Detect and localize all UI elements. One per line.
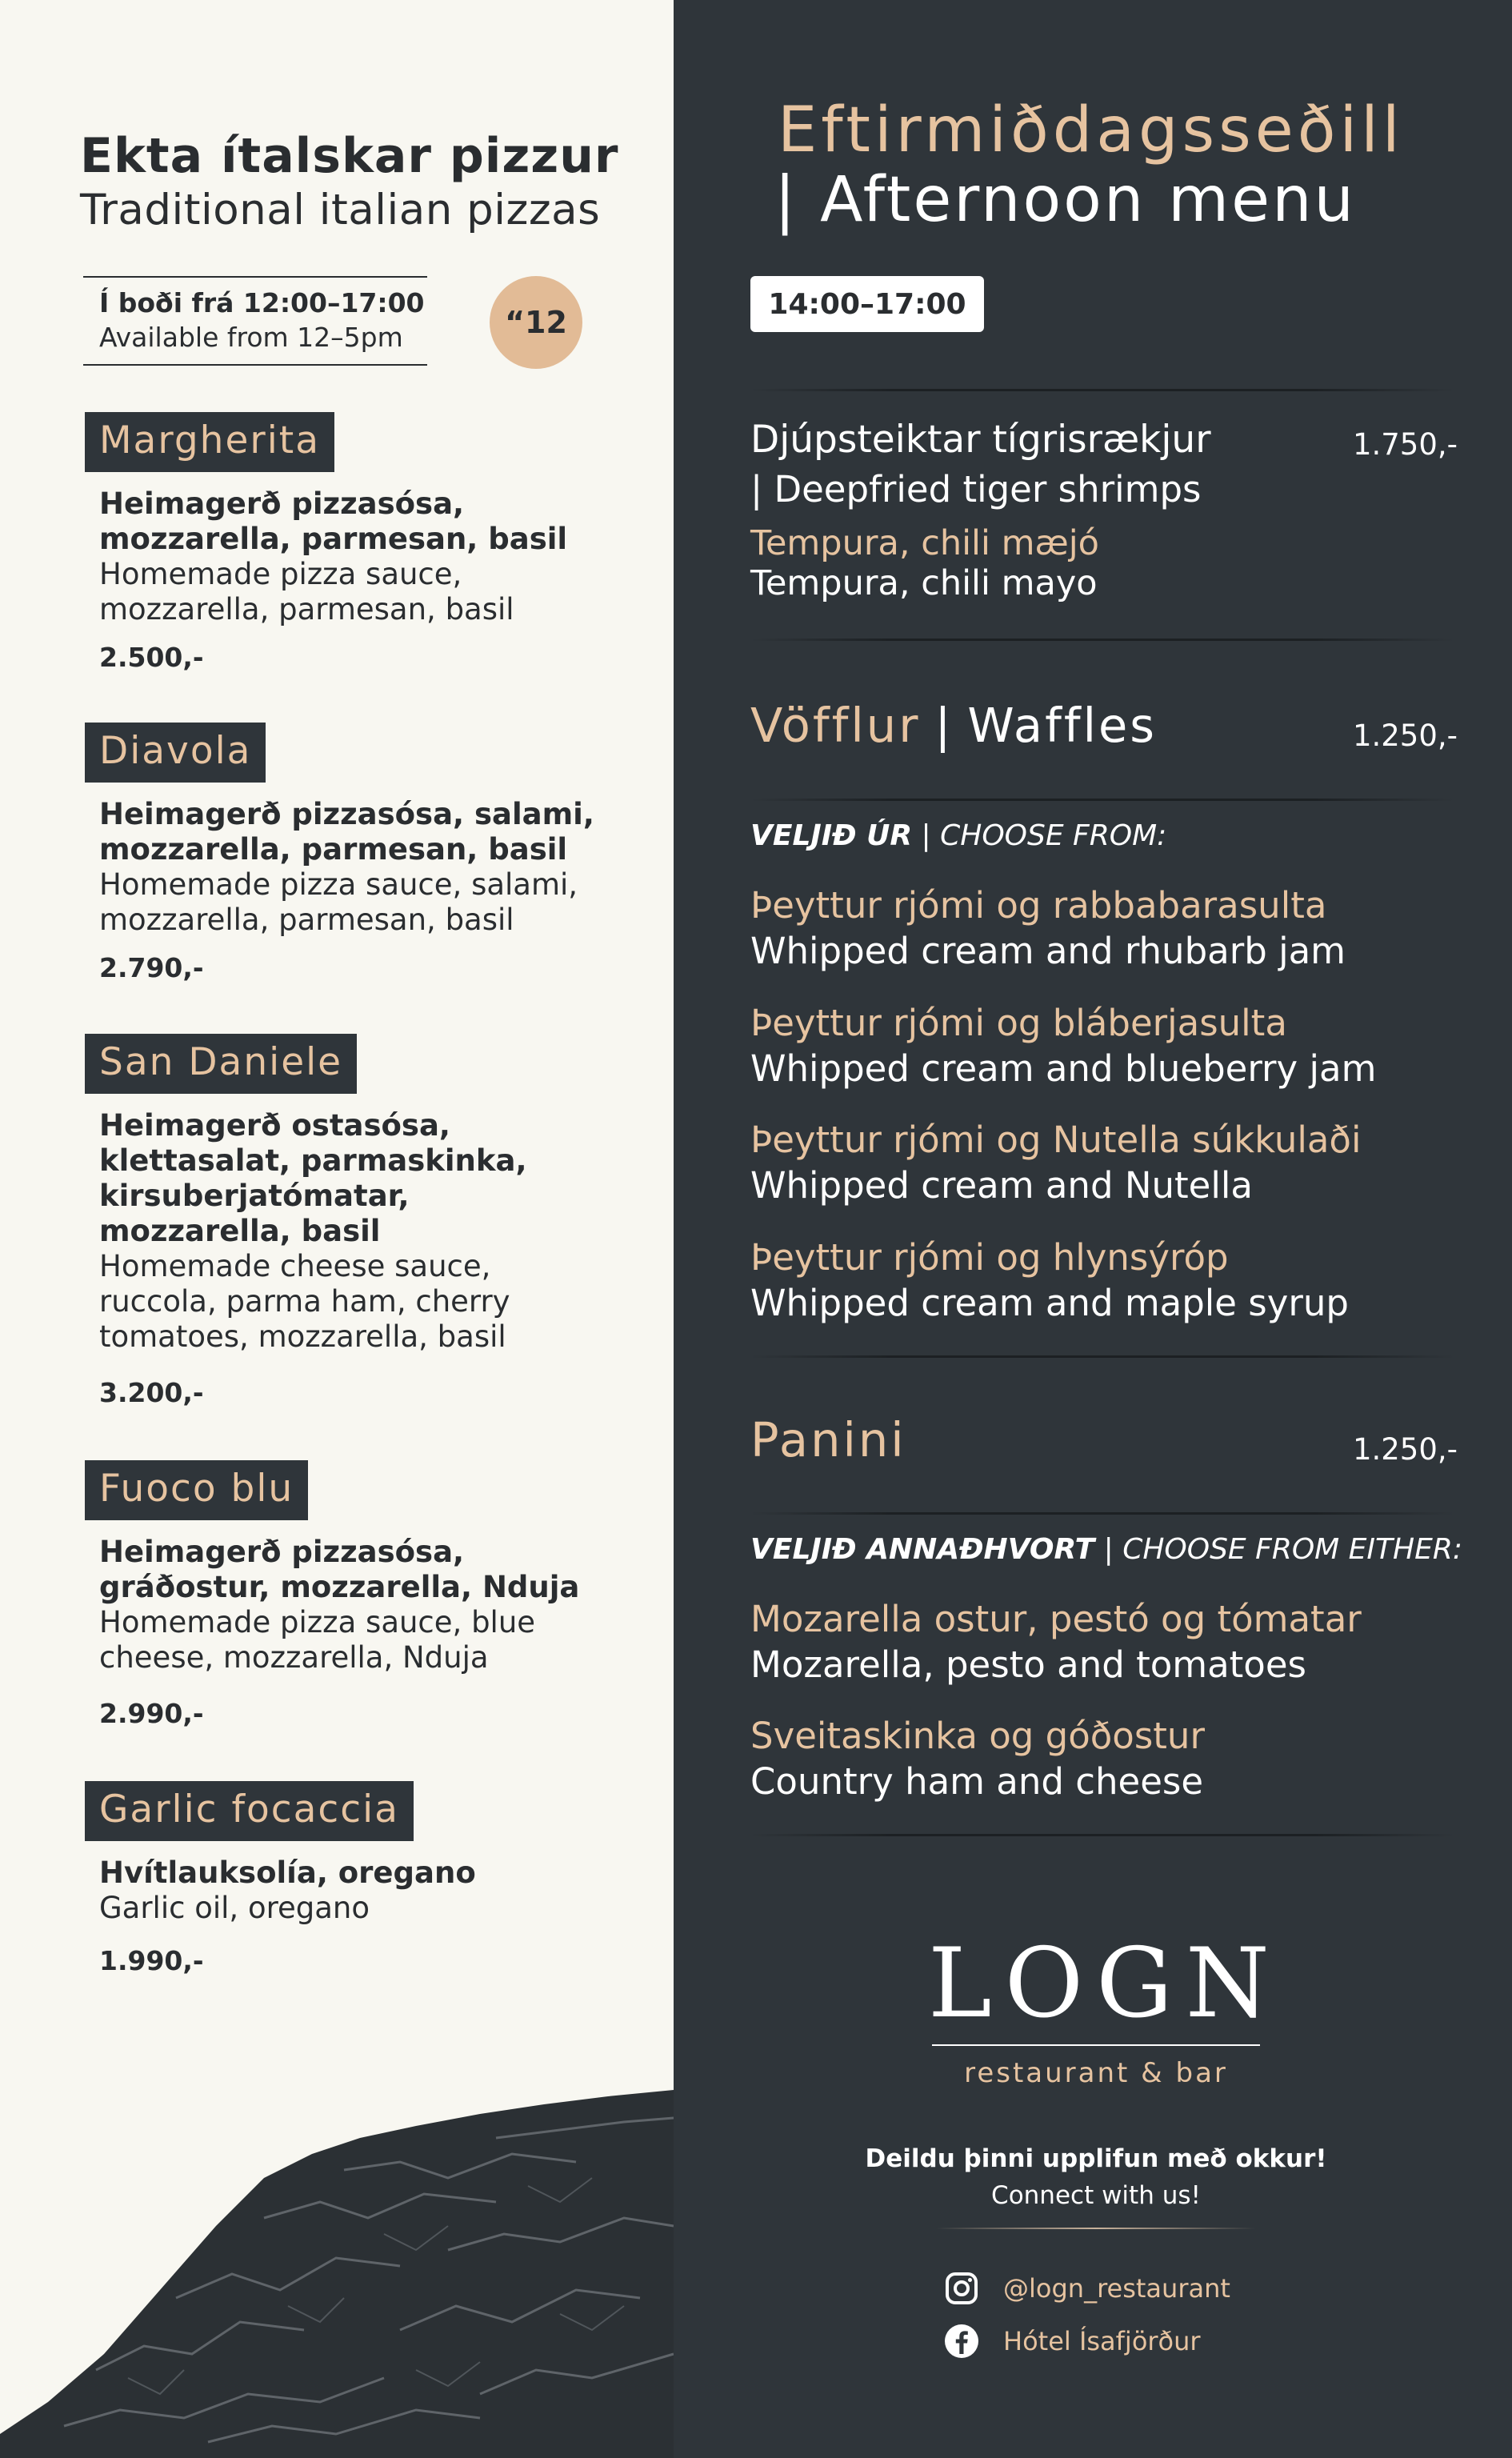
panini-option-en: Country ham and cheese — [750, 1760, 1204, 1803]
pizza-price: 2.990,- — [99, 1698, 204, 1729]
mountain-illustration — [0, 2090, 674, 2458]
facebook-link[interactable] — [942, 2322, 1342, 2360]
waffle-option-en: Whipped cream and Nutella — [750, 1164, 1253, 1207]
waffles-heading — [750, 698, 1157, 753]
shrimp-desc-en: Tempura, chili mayo — [750, 563, 1098, 603]
waffles-heading-sep: | — [934, 698, 954, 753]
waffle-option-is: Þeyttur rjómi og hlynsýróp — [750, 1236, 1229, 1279]
panini-choose-is: VELJIÐ ANNAÐHVORT — [750, 1533, 1095, 1566]
pizza-item-fuoco-blu — [85, 1460, 645, 1729]
waffle-option-is: Þeyttur rjómi og rabbabarasulta — [750, 884, 1327, 927]
waffle-option-en: Whipped cream and maple syrup — [750, 1282, 1349, 1324]
pizza-desc-en: Homemade pizza sauce, blue cheese, mozzarella, Nduja — [99, 1605, 536, 1675]
divider — [750, 799, 1454, 801]
waffle-option-en: Whipped cream and rhubarb jam — [750, 930, 1346, 972]
panini-option — [750, 1598, 1470, 1686]
pizza-desc-en: Garlic oil, oregano — [99, 1891, 370, 1925]
pizza-desc-is: Heimagerð pizzasósa, gráðostur, mozzarella, Nduja — [99, 1535, 580, 1604]
panini-price: 1.250,- — [1352, 1432, 1458, 1467]
pizza-panel — [0, 0, 674, 2458]
panini-choose — [750, 1533, 1462, 1566]
shrimp-name-en: | Deepfried tiger shrimps — [750, 468, 1202, 510]
connect-en: Connect with us! — [991, 2181, 1201, 2210]
divider — [750, 639, 1454, 641]
logo-underline — [932, 2044, 1260, 2046]
shrimp-item — [750, 418, 1454, 603]
waffle-option — [750, 1119, 1470, 1207]
waffle-option-is: Þeyttur rjómi og Nutella súkkulaði — [750, 1119, 1362, 1161]
pizza-item-diavola — [85, 723, 645, 983]
afternoon-title: Eftirmiðdagsseðill — [778, 94, 1404, 166]
time-badge: 14:00–17:00 — [750, 276, 984, 332]
panini-choose-en: | CHOOSE FROM EITHER: — [1094, 1533, 1462, 1566]
pizza-subtitle: Traditional italian pizzas — [80, 186, 601, 234]
pizza-desc-en: Homemade cheese sauce, ruccola, parma ham, cherry tomatoes, mozzarella, basil — [99, 1249, 510, 1354]
pizza-price: 3.200,- — [99, 1377, 204, 1408]
waffle-option-is: Þeyttur rjómi og bláberjasulta — [750, 1002, 1287, 1044]
logo-word: LOGN — [928, 1928, 1282, 2040]
facebook-icon — [942, 2322, 981, 2360]
instagram-link[interactable] — [942, 2269, 1342, 2308]
pizza-desc-is: Heimagerð pizzasósa, mozzarella, parmesan, basil — [99, 486, 568, 556]
pizza-name: Diavola — [85, 723, 266, 783]
divider — [750, 1355, 1454, 1358]
waffles-choose — [750, 819, 1166, 852]
shrimp-desc-is: Tempura, chili mæjó — [750, 523, 1099, 563]
divider — [750, 389, 1454, 391]
shrimp-name-is: Djúpsteiktar tígrisrækjur — [750, 418, 1211, 462]
waffles-choose-is: VELJIÐ ÚR — [750, 819, 913, 852]
waffles-heading-is: Vöfflur — [750, 698, 921, 753]
logn-logo — [928, 1928, 1282, 2089]
connect-block — [832, 2144, 1360, 2229]
waffles-heading-en: Waffles — [967, 698, 1158, 753]
year-badge: “12 — [490, 276, 582, 369]
pizza-desc-is: Hvítlauksolía, oregano — [99, 1856, 476, 1890]
instagram-icon — [942, 2269, 981, 2308]
pizza-item-garlic-focaccia — [85, 1781, 645, 1976]
connect-is: Deildu þinni upplifun með okkur! — [865, 2144, 1327, 2173]
waffle-option — [750, 1002, 1470, 1090]
pizza-name: Margherita — [85, 412, 334, 472]
panini-option-is: Sveitaskinka og góðostur — [750, 1715, 1205, 1757]
pizza-price: 2.790,- — [99, 952, 204, 983]
instagram-handle: @logn_restaurant — [1003, 2273, 1230, 2304]
logo-tagline: restaurant & bar — [964, 2057, 1228, 2089]
panini-heading-text: Panini — [750, 1412, 906, 1467]
pizza-item-san-daniele — [85, 1034, 645, 1408]
pizza-desc-is: Heimagerð pizzasósa, salami, mozzarella, parmesan, basil — [99, 797, 594, 867]
pizza-title: Ekta ítalskar pizzur — [80, 128, 619, 184]
panini-option-en: Mozarella, pesto and tomatoes — [750, 1643, 1306, 1686]
afternoon-subtitle: | Afternoon menu — [774, 164, 1356, 236]
availability-is: Í boði frá 12:00–17:00 — [99, 287, 425, 318]
pizza-item-margherita — [85, 412, 645, 673]
panini-option-is: Mozarella ostur, pestó og tómatar — [750, 1598, 1362, 1640]
panini-heading — [750, 1412, 906, 1467]
connect-divider — [936, 2228, 1256, 2229]
divider — [750, 1834, 1454, 1836]
pizza-name: Fuoco blu — [85, 1460, 308, 1520]
panini-option — [750, 1715, 1470, 1803]
waffle-option-en: Whipped cream and blueberry jam — [750, 1047, 1377, 1090]
shrimp-price: 1.750,- — [1352, 427, 1458, 462]
availability-en: Available from 12–5pm — [99, 322, 403, 353]
waffles-choose-en: | CHOOSE FROM: — [912, 819, 1167, 852]
pizza-desc-en: Homemade pizza sauce, mozzarella, parmesan, basil — [99, 557, 514, 627]
waffle-option — [750, 1236, 1470, 1324]
divider — [750, 1512, 1454, 1515]
waffle-option — [750, 884, 1470, 972]
pizza-price: 2.500,- — [99, 642, 204, 673]
availability-box — [83, 276, 427, 366]
pizza-desc-is: Heimagerð ostasósa, klettasalat, parmaskinka, kirsuberjatómatar, mozzarella, basil — [99, 1108, 527, 1248]
pizza-name: San Daniele — [85, 1034, 357, 1094]
facebook-name: Hótel Ísafjörður — [1003, 2326, 1201, 2356]
pizza-desc-en: Homemade pizza sauce, salami, mozzarella, parmesan, basil — [99, 867, 578, 937]
afternoon-panel — [674, 0, 1512, 2458]
pizza-price: 1.990,- — [99, 1945, 204, 1976]
waffles-price: 1.250,- — [1352, 719, 1458, 753]
pizza-name: Garlic focaccia — [85, 1781, 414, 1841]
